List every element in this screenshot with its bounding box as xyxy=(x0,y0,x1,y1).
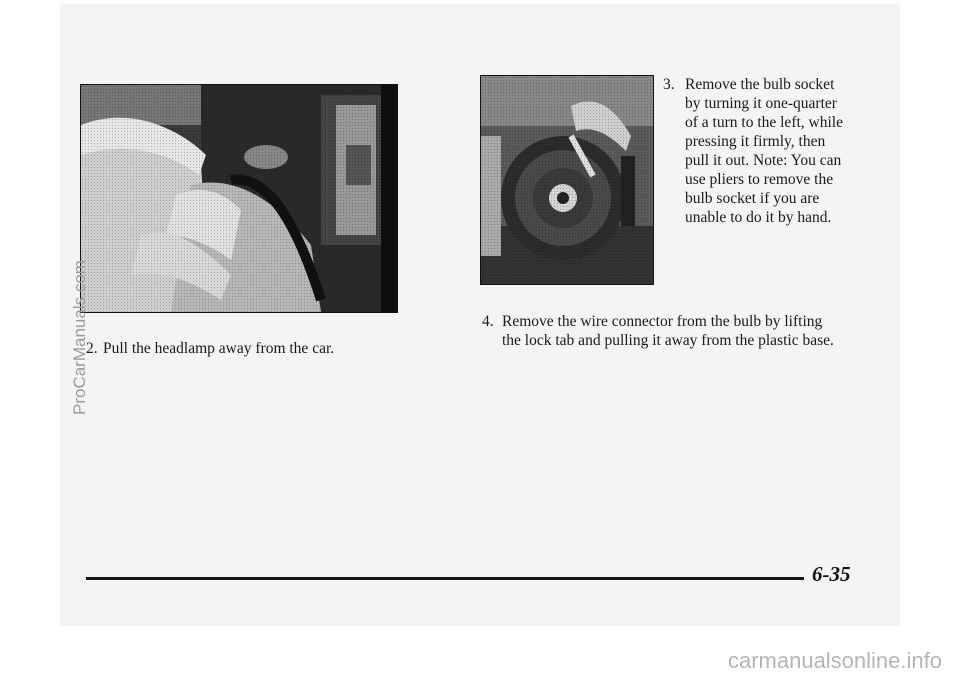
step-4-instruction xyxy=(482,312,842,350)
step-number: 4. xyxy=(482,313,494,330)
step-text: Pull the headlamp away from the car. xyxy=(103,340,335,357)
step-3-instruction xyxy=(663,75,853,227)
step-number: 3. xyxy=(663,76,675,93)
footer-divider xyxy=(86,577,804,580)
headlamp-removal-photo xyxy=(80,84,398,313)
step-text: Remove the bulb socket by turning it one-quarter of a turn to the left, while pressing it firmly, then pull it out. Note: You can use pliers to remove the bulb socket if you are unable to do it by hand. xyxy=(685,76,843,226)
bulb-socket-photo xyxy=(480,75,654,285)
side-watermark: ProCarManuals.com xyxy=(70,260,89,415)
step-text: Remove the wire connector from the bulb by lifting the lock tab and pulling it away from the plastic base. xyxy=(502,313,834,349)
step-2-instruction xyxy=(86,339,386,358)
page-number: 6-35 xyxy=(812,562,851,586)
bottom-watermark: carmanualsonline.info xyxy=(727,648,942,673)
step-number: 2. xyxy=(86,340,98,357)
